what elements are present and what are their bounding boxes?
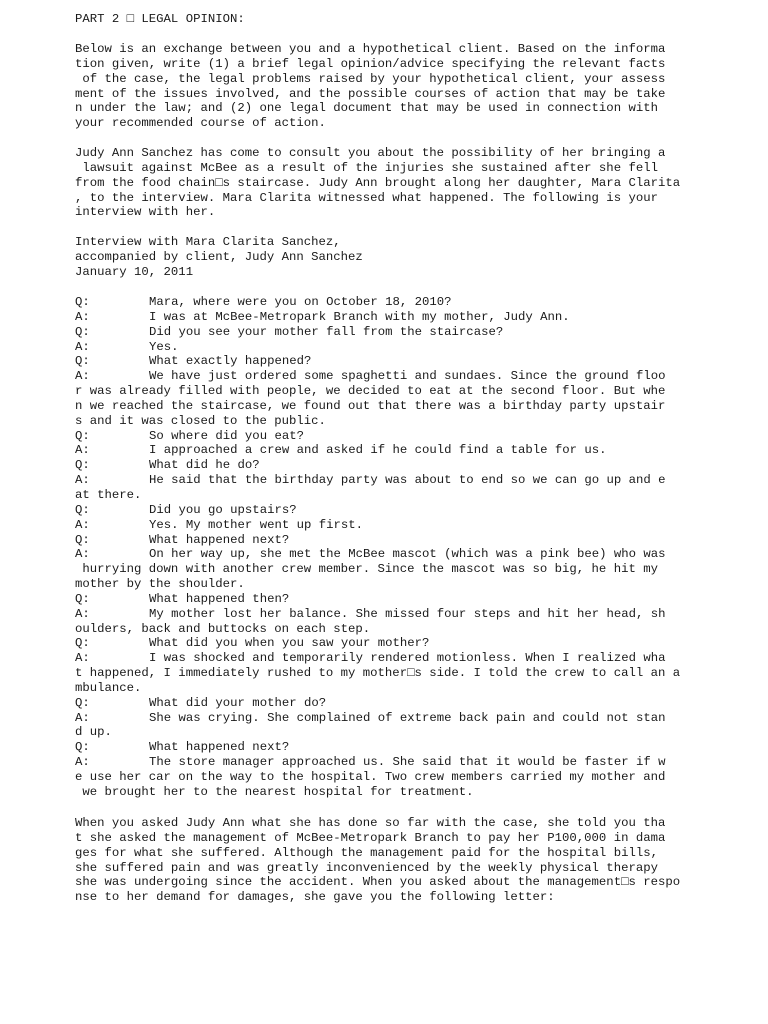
transcript-text: oulders, back and buttocks on each step. [75, 621, 371, 636]
transcript-row [75, 755, 755, 770]
transcript-row [75, 488, 755, 503]
facts-paragraph [75, 146, 755, 220]
speaker-label: Q: [75, 695, 90, 710]
transcript-row [75, 681, 755, 696]
transcript-text: t happened, I immediately rushed to my mother□s side. I told the crew to call an a [75, 666, 681, 681]
instructions-paragraph [75, 42, 755, 131]
transcript-row [75, 562, 755, 577]
closing-line: she suffered pain and was greatly inconvenienced by the weekly physical therapy [75, 860, 658, 875]
closing-line: When you asked Judy Ann what she has done so far with the case, she told you tha [75, 816, 666, 830]
speaker-label: A: [75, 651, 90, 666]
instructions-line: Below is an exchange between you and a hypothetical client. Based on the informa [75, 42, 666, 56]
speaker-label: Q: [75, 591, 90, 606]
transcript-row [75, 725, 755, 740]
transcript-text: I was at McBee-Metropark Branch with my mother, Judy Ann. [149, 309, 570, 324]
transcript-text: On her way up, she met the McBee mascot (which was a pink bee) who was [149, 547, 666, 562]
instructions-line: tion given, write (1) a brief legal opinion/advice specifying the relevant facts [75, 56, 666, 71]
speaker-label: A: [75, 339, 90, 354]
transcript-row [75, 443, 755, 458]
transcript-row [75, 622, 755, 637]
speaker-label: A: [75, 755, 90, 770]
transcript-row [75, 533, 755, 548]
transcript-text: hurrying down with another crew member. Since the mascot was so big, he hit my [75, 562, 658, 577]
transcript-row [75, 770, 755, 785]
interview-header-line: Interview with Mara Clarita Sanchez, [75, 235, 341, 249]
transcript-row [75, 354, 755, 369]
transcript-row [75, 740, 755, 755]
speaker-label: A: [75, 606, 90, 621]
transcript-text: n we reached the staircase, we found out that there was a birthday party upstair [75, 398, 666, 413]
interview-header-line: accompanied by client, Judy Ann Sanchez [75, 249, 363, 264]
transcript-row [75, 696, 755, 711]
closing-line: she was undergoing since the accident. When you asked about the management□s respo [75, 875, 681, 890]
transcript-row [75, 666, 755, 681]
transcript-row [75, 399, 755, 414]
transcript-text: We have just ordered some spaghetti and sundaes. Since the ground floo [149, 369, 666, 384]
facts-line: , to the interview. Mara Clarita witnessed what happened. The following is your [75, 190, 658, 205]
transcript-row [75, 577, 755, 592]
transcript-text: What happened next? [149, 740, 290, 755]
transcript-text: Yes. My mother went up first. [149, 517, 364, 532]
transcript-row [75, 636, 755, 651]
transcript-text: Did you go upstairs? [149, 502, 297, 517]
transcript-row [75, 414, 755, 429]
speaker-label: Q: [75, 636, 90, 651]
speaker-label: Q: [75, 295, 90, 309]
speaker-label: Q: [75, 354, 90, 369]
transcript-row [75, 711, 755, 726]
transcript-row [75, 310, 755, 325]
transcript-text: The store manager approached us. She said that it would be faster if w [149, 755, 666, 770]
instructions-line: of the case, the legal problems raised by your hypothetical client, your assess [75, 71, 666, 86]
transcript-text: What happened then? [149, 591, 290, 606]
closing-line: t she asked the management of McBee-Metropark Branch to pay her P100,000 in dama [75, 830, 666, 845]
interview-header [75, 235, 755, 280]
speaker-label: A: [75, 710, 90, 725]
transcript-row [75, 295, 755, 310]
transcript-row [75, 473, 755, 488]
transcript-text: What did your mother do? [149, 695, 327, 710]
transcript-row [75, 340, 755, 355]
transcript-text: He said that the birthday party was about to end so we can go up and e [149, 473, 666, 488]
transcript-text: s and it was closed to the public. [75, 413, 326, 428]
transcript-text: d up. [75, 725, 112, 740]
transcript-row [75, 384, 755, 399]
transcript-text: Yes. [149, 339, 179, 354]
speaker-label: Q: [75, 740, 90, 755]
speaker-label: Q: [75, 532, 90, 547]
interview-header-line: January 10, 2011 [75, 264, 194, 279]
facts-line: interview with her. [75, 205, 216, 220]
facts-line: Judy Ann Sanchez has come to consult you about the possibility of her bringing a [75, 146, 666, 160]
transcript-text: Did you see your mother fall from the staircase? [149, 324, 504, 339]
transcript-text: What exactly happened? [149, 354, 312, 369]
speaker-label: A: [75, 547, 90, 562]
transcript-text: we brought her to the nearest hospital for treatment. [75, 784, 474, 799]
speaker-label: A: [75, 369, 90, 384]
transcript-row [75, 518, 755, 533]
transcript-text: What did he do? [149, 458, 260, 473]
closing-line: ges for what she suffered. Although the management paid for the hospital bills, [75, 845, 658, 860]
transcript-text: I approached a crew and asked if he could find a table for us. [149, 443, 607, 458]
transcript-text: What did you when you saw your mother? [149, 636, 430, 651]
transcript-text: Mara, where were you on October 18, 2010? [149, 295, 452, 309]
section-heading-text: PART 2 □ LEGAL OPINION: [75, 12, 245, 26]
transcript-text: mbulance. [75, 680, 142, 695]
facts-line: from the food chain□s staircase. Judy Ann brought along her daughter, Mara Clarita [75, 175, 681, 190]
transcript-row [75, 547, 755, 562]
speaker-label: Q: [75, 502, 90, 517]
speaker-label: Q: [75, 324, 90, 339]
closing-paragraph [75, 816, 755, 905]
transcript-text: mother by the shoulder. [75, 577, 245, 592]
speaker-label: Q: [75, 458, 90, 473]
transcript-row [75, 607, 755, 622]
transcript-row [75, 429, 755, 444]
transcript-row [75, 503, 755, 518]
section-heading [75, 12, 755, 27]
instructions-line: your recommended course of action. [75, 116, 326, 131]
closing-line: nse to her demand for damages, she gave you the following letter: [75, 890, 555, 905]
transcript-row [75, 592, 755, 607]
transcript-row [75, 325, 755, 340]
transcript-row [75, 651, 755, 666]
transcript-text: What happened next? [149, 532, 290, 547]
transcript-row [75, 785, 755, 800]
transcript-text: My mother lost her balance. She missed four steps and hit her head, sh [149, 606, 666, 621]
speaker-label: A: [75, 309, 90, 324]
transcript-text: at there. [75, 487, 142, 502]
transcript-text: r was already filled with people, we decided to eat at the second floor. But whe [75, 384, 666, 399]
transcript-row [75, 369, 755, 384]
facts-line: lawsuit against McBee as a result of the injuries she sustained after she fell [75, 160, 658, 175]
transcript-text: She was crying. She complained of extreme back pain and could not stan [149, 710, 666, 725]
interview-transcript [75, 295, 755, 800]
transcript-row [75, 458, 755, 473]
speaker-label: A: [75, 473, 90, 488]
speaker-label: A: [75, 517, 90, 532]
instructions-line: ment of the issues involved, and the possible courses of action that may be take [75, 86, 666, 101]
transcript-text: So where did you eat? [149, 428, 304, 443]
speaker-label: Q: [75, 428, 90, 443]
transcript-text: I was shocked and temporarily rendered motionless. When I realized wha [149, 651, 666, 666]
transcript-text: e use her car on the way to the hospital. Two crew members carried my mother and [75, 770, 666, 784]
speaker-label: A: [75, 443, 90, 458]
instructions-line: n under the law; and (2) one legal document that may be used in connection with [75, 101, 658, 116]
